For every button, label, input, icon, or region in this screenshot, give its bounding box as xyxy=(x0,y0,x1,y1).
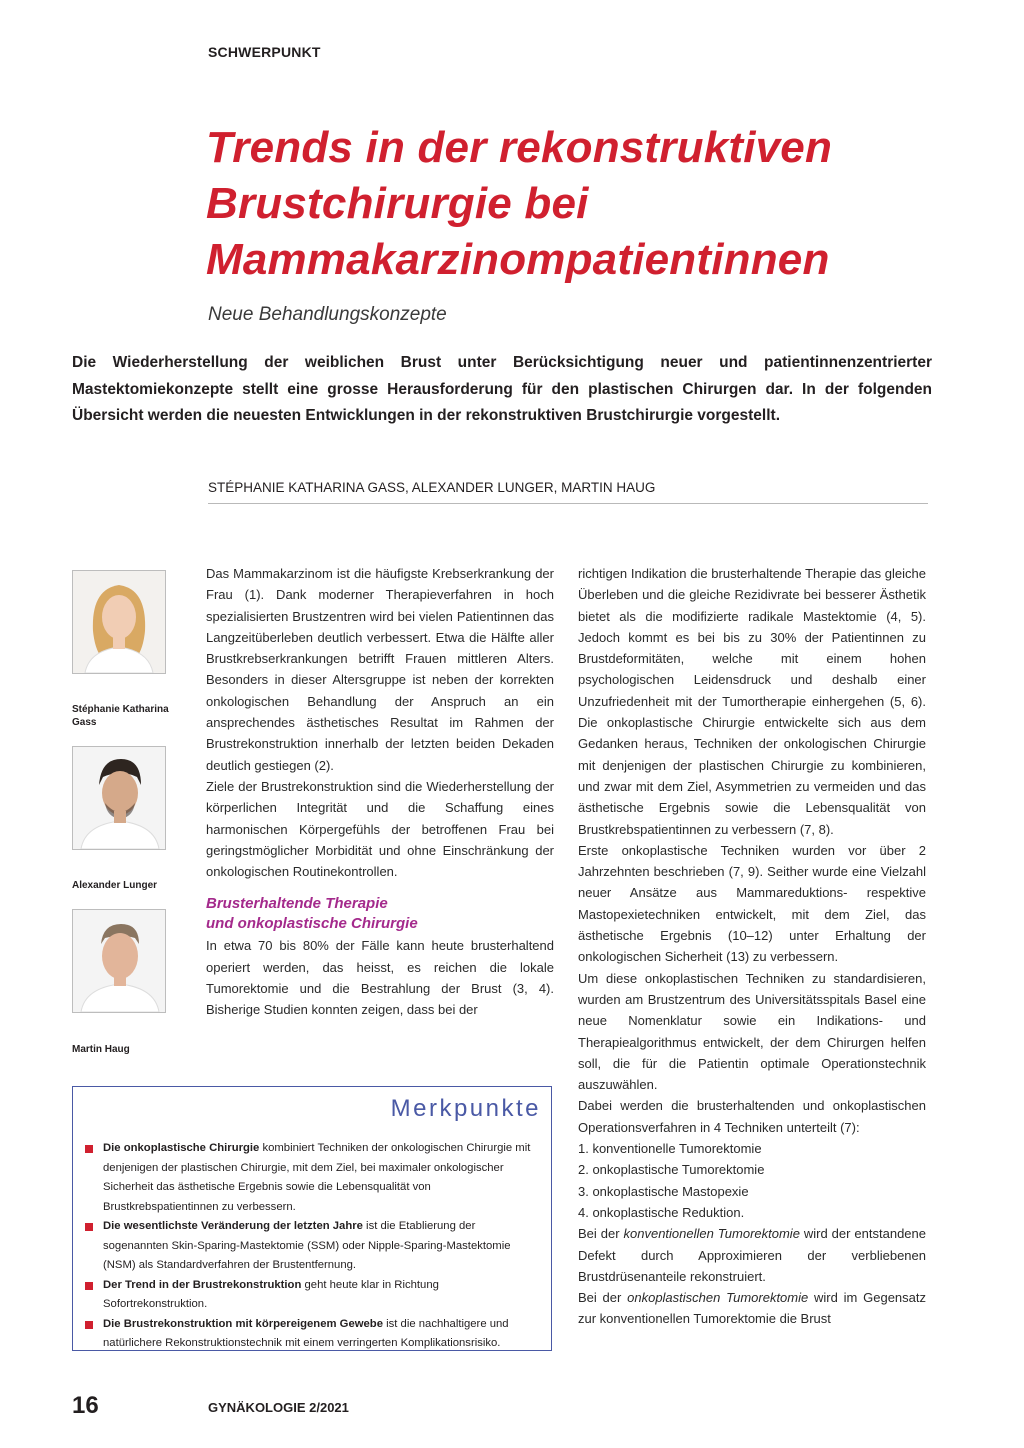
portrait-photo-haug xyxy=(72,909,166,1013)
body-column-right xyxy=(578,563,926,1330)
body-paragraph: Erste onkoplastische Techniken wurden vor über 2 Jahrzehnten beschrieben (7, 9). Seither wurde eine Vielzahl neuer Ansätze aus Mammareduktions- respektive Mastopexietechniken entwickelt, mit dem Ziel, das ästhetische Ergebnis (10–12) unter Erhaltung der onkologischen Sicherheit (13) zu verbessern. xyxy=(578,842,926,965)
title-line: Brustchirurgie bei xyxy=(206,179,589,228)
body-paragraph: richtigen Indikation die brusterhaltende Therapie das gleiche Überleben und die gleiche Rezidivrate bei besserer Ästhetik bietet als die modifizierte radikale Mastektomie (4, 5). Jedoch kommt es bei bis zu 30% der Patientinnen zu Brustdeformitäten, welche mit einem hohen psychologischen Leidensdruck und deshalb einer Unzufriedenheit mit der Tumortherapie einhergehen (5, 6). Die onkoplastische Chirurgie entwickelte sich aus dem Gedanken heraus, Techniken der onkologischen Chirurgie mit denjenigen der plastischen Chirurgie zu kombinieren, und zwar mit dem Ziel, Asymmetrien zu vermeiden und das ästhetische Ergebnis sowie die Lebensqualität von Brustkrebspatientinnen zu verbessern (7, 8). xyxy=(578,566,926,837)
body-paragraph: Dabei werden die brusterhaltenden und onkoplastischen Operationsverfahren in 4 Techniken unterteilt (7): xyxy=(578,1098,926,1135)
body-paragraph: In etwa 70 bis 80% der Fälle kann heute brusterhaltend operiert werden, das heisst, es reichen die lokale Tumorektomie und die Bestrahlung der Brust (3, 4). Bisherige Studien konnten zeigen, dass bei der xyxy=(206,938,554,1018)
portrait-photo-gass xyxy=(72,570,166,674)
bullet-square-icon xyxy=(85,1223,93,1231)
portrait-caption: Martin Haug xyxy=(72,1044,130,1055)
body-paragraph: Ziele der Brustrekonstruktion sind die Wiederherstellung der körperlichen Integrität und die Schaffung eines harmonischen Körpergefühls der betroffenen Frau bei geringstmöglicher Morbidität und ohne Einschränkung der onkologischen Routinekontrollen. xyxy=(206,778,554,880)
list-item: Der Trend in der Brustrekonstruktion geht heute klar in Richtung Sofortrekonstruktion. xyxy=(83,1276,543,1315)
portrait-caption: Stéphanie Katharina Gass xyxy=(72,704,169,728)
author-line: STÉPHANIE KATHARINA GASS, ALEXANDER LUNGER, MARTIN HAUG xyxy=(208,480,928,504)
portrait-caption: Alexander Lunger xyxy=(72,880,158,891)
title-line: Trends in der rekonstruktiven xyxy=(206,123,833,172)
portrait-photo-lunger xyxy=(72,746,166,850)
list-item: 3. onkoplastische Mastopexie xyxy=(578,1183,749,1199)
page-number: 16 xyxy=(72,1392,99,1419)
body-paragraph: Bei der konventionellen Tumorektomie wird der entstandene Defekt durch Approximieren der verbliebenen Brustdrüsenanteile rekonstruiert. xyxy=(578,1226,926,1284)
list-item: 4. onkoplastische Reduktion. xyxy=(578,1204,745,1220)
body-column-left xyxy=(206,563,554,1021)
article-subtitle: Neue Behandlungskonzepte xyxy=(208,304,447,325)
lead-paragraph: Die Wiederherstellung der weiblichen Brust unter Berücksichtigung neuer und patientinnenzentrierter Mastektomiekonzepte stellt eine grosse Herausforderung für den plastischen Chirurgen dar. In der folgenden Übersicht werden die neuesten Entwicklungen in der rekonstruktiven Brustchirurgie vorgestellt. xyxy=(72,354,932,424)
list-item: 2. onkoplastische Tumorektomie xyxy=(578,1162,765,1178)
technique-list xyxy=(578,1138,926,1223)
list-item: Die wesentlichste Veränderung der letzten Jahre ist die Etablierung der sogenannten Skin-Sparing-Mastektomie (SSM) oder Nipple-Sparing-Mastektomie (NSM) als Standardverfahren der Brustentfernung. xyxy=(83,1217,543,1276)
section-label: SCHWERPUNKT xyxy=(208,44,321,60)
bullet-square-icon xyxy=(85,1321,93,1329)
title-line: Mammakarzinompatientinnen xyxy=(206,235,830,284)
merkpunkte-title: Merkpunkte xyxy=(390,1095,541,1122)
bullet-square-icon xyxy=(85,1145,93,1153)
body-paragraph: Das Mammakarzinom ist die häufigste Krebserkrankung der Frau (1). Dank moderner Therapieverfahren in hoch spezialisierten Brustzentren wird bei vielen Patientinnen das Langzeitüberleben deutlich verbessert. Etwa die Hälfte aller Brustkrebserkrankungen betrifft Frauen mittleren Alters. Besonders in dieser Altersgruppe ist neben der korrekten onkologischen Behandlung der Anspruch an ein ansprechendes ästhetisches Resultat im Rahmen der Brustrekonstruktion innerhalb der letzten beiden Dekaden deutlich gestiegen (2). xyxy=(206,566,554,773)
article-title xyxy=(206,120,986,288)
journal-name: GYNÄKOLOGIE 2/2021 xyxy=(208,1400,349,1415)
list-item: Die onkoplastische Chirurgie kombiniert Techniken der onkologischen Chirurgie mit denjenigen der plastischen Chirurgie, mit dem Ziel, bei maximaler onkologischer Sicherheit das ästhetische Ergebnis sowie die Lebensqualität von Brustkrebspatientinnen zu verbessern. xyxy=(83,1139,543,1217)
section-heading: Brusterhaltende Therapie und onkoplastische Chirurgie xyxy=(206,895,418,933)
merkpunkte-box xyxy=(72,1086,552,1351)
body-paragraph: Um diese onkoplastischen Techniken zu standardisieren, wurden am Brustzentrum des Universitätsspitals Basel eine neue Nomenklatur sowie ein Indikations- und Therapiealgorithmus entwickelt, der dem Chirurgen helfen soll, die für die Patientin optimale Operationstechnik auszuwählen. xyxy=(578,970,926,1093)
bullet-square-icon xyxy=(85,1282,93,1290)
list-item: 1. konventionelle Tumorektomie xyxy=(578,1141,762,1157)
merkpunkte-list xyxy=(83,1139,543,1354)
body-paragraph: Bei der onkoplastischen Tumorektomie wird im Gegensatz zur konventionellen Tumorektomie die Brust xyxy=(578,1290,926,1327)
list-item: Die Brustrekonstruktion mit körpereigenem Gewebe ist die nachhaltigere und natürlichere Rekonstruktionstechnik mit einem verringerten Komplikationsrisiko. xyxy=(83,1315,543,1354)
